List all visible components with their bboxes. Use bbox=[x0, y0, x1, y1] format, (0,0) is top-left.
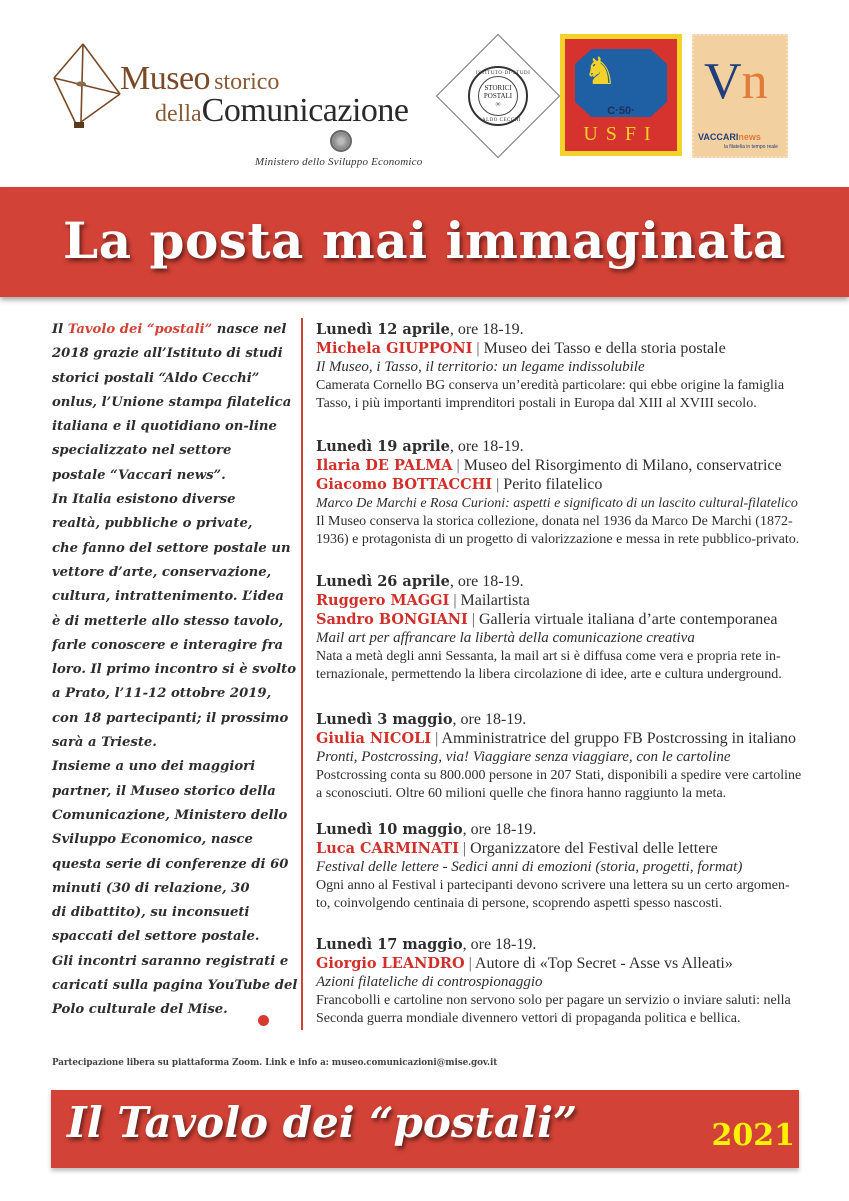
event-date: Lunedì 3 maggio, ore 18-19. bbox=[316, 711, 527, 728]
intro-line: Insieme a uno dei maggiori bbox=[52, 759, 256, 775]
event-speaker: Luca CARMINATI | Organizzatore del Festival delle lettere bbox=[316, 840, 718, 857]
intro-line: minuti (30 di relazione, 30 bbox=[52, 880, 250, 896]
intro-line: caricati sulla pagina YouTube del bbox=[52, 978, 298, 994]
series-title: Il Tavolo dei “postali” bbox=[67, 1098, 578, 1147]
intro-line: postale “Vaccari news”. bbox=[52, 467, 226, 483]
intro-line: a Prato, l’11-12 ottobre 2019, bbox=[52, 686, 272, 702]
series-year: 2021 bbox=[711, 1118, 795, 1153]
intro-line: italiana e il quotidiano on-line bbox=[52, 419, 277, 435]
usfi-stamp-logo: ♞ C·50· USFI bbox=[560, 34, 682, 156]
event-item bbox=[316, 935, 802, 1028]
intro-line: spaccati del settore postale. bbox=[52, 929, 260, 945]
speaker-role: Perito filatelico bbox=[503, 476, 603, 493]
speaker-role: Galleria virtuale italiana d’arte contemporanea bbox=[478, 611, 778, 628]
intro-line: vettore d’arte, conservazione, bbox=[52, 564, 272, 580]
intro-line: farle conoscere e interagire fra bbox=[52, 637, 284, 653]
speaker-name: Ilaria DE PALMA bbox=[316, 457, 453, 474]
event-speaker: Ruggero MAGGI | Mailartista bbox=[316, 592, 530, 609]
intro-line: loro. Il primo incontro si è svolto bbox=[52, 662, 297, 678]
intro-line: cultura, intrattenimento. L’idea bbox=[52, 589, 284, 605]
event-speaker: Giorgio LEANDRO | Autore di «Top Secret - Asse vs Alleati» bbox=[316, 955, 733, 972]
series-banner bbox=[51, 1090, 799, 1168]
talk-title: Mail art per affrancare la libertà della comunicazione creativa bbox=[316, 630, 695, 646]
museo-storico-logo bbox=[50, 42, 440, 168]
event-item bbox=[316, 710, 802, 803]
talk-title: Festival delle lettere - Sedici anni di emozioni (storia, progetti, format) bbox=[316, 859, 743, 875]
museo-name-line2: dellaComunicazione bbox=[155, 92, 409, 129]
event-item bbox=[316, 820, 802, 913]
event-speaker: Giacomo BOTTACCHI | Perito filatelico bbox=[316, 476, 603, 493]
speaker-role: Autore di «Top Secret - Asse vs Alleati» bbox=[474, 955, 733, 972]
intro-line: storici postali “Aldo Cecchi” bbox=[52, 370, 260, 386]
horse-rider-icon: ♞ bbox=[583, 51, 618, 93]
event-description: Camerata Cornello BG conserva un’eredità particolare: qui ebbe origine la famiglia Tasso, i più importanti imprenditori postali in Europa dal XIII al XVIII secolo. bbox=[316, 378, 785, 411]
speaker-name: Luca CARMINATI bbox=[316, 840, 459, 857]
event-date: Lunedì 10 maggio, ore 18-19. bbox=[316, 821, 537, 838]
intro-line: sarà a Trieste. bbox=[52, 735, 157, 751]
talk-title: Pronti, Postcrossing, via! Viaggiare senza viaggiare, con le cartoline bbox=[316, 749, 731, 765]
speaker-name: Ruggero MAGGI bbox=[316, 592, 450, 609]
event-item bbox=[316, 320, 802, 413]
museo-name-line1: Museo storico bbox=[120, 60, 280, 97]
intro-line: Sviluppo Economico, nasce bbox=[52, 832, 253, 848]
intro-line: con 18 partecipanti; il prossimo bbox=[52, 710, 289, 726]
speaker-name: Michela GIUPPONI bbox=[316, 340, 473, 357]
intro-line: Comunicazione, Ministero dello bbox=[52, 807, 288, 823]
talk-title: Marco De Marchi e Rosa Curioni: aspetti e significato di un lascito cultural-filatelico bbox=[316, 496, 798, 511]
intro-line: onlus, l’Unione stampa filatelica bbox=[52, 394, 292, 410]
event-date: Lunedì 12 aprile, ore 18-19. bbox=[316, 321, 524, 338]
event-date: Lunedì 26 aprile, ore 18-19. bbox=[316, 573, 524, 590]
istituto-studi-storici-postali-logo bbox=[436, 34, 560, 158]
page-title: La posta mai immaginata bbox=[63, 210, 786, 270]
intro-line: Gli incontri saranno registrati e bbox=[52, 953, 289, 969]
event-speaker: Giulia NICOLI | Amministratrice del gruppo FB Postcrossing in italiano bbox=[316, 730, 797, 747]
seal-icon: ISTITUTO·DI·STUDI STORICI POSTALI ∞ ALDO CECCHI bbox=[468, 66, 528, 126]
intro-line: In Italia esistono diverse bbox=[52, 492, 236, 508]
speaker-role: Organizzatore del Festival delle lettere bbox=[470, 840, 718, 857]
event-date: Lunedì 19 aprile, ore 18-19. bbox=[316, 438, 524, 455]
speaker-name: Sandro BONGIANI bbox=[316, 611, 468, 628]
intro-line: questa serie di conferenze di 60 bbox=[52, 856, 289, 872]
intro-line: partner, il Museo storico della bbox=[52, 783, 276, 799]
intro-line: 2018 grazie all’Istituto di studi bbox=[52, 346, 283, 362]
speaker-role: Museo dei Tasso e della storia postale bbox=[483, 340, 726, 357]
speaker-name: Giacomo BOTTACCHI bbox=[316, 476, 493, 493]
vaccari-news-logo: Vn VACCARInews la filatelia in tempo reale bbox=[692, 34, 788, 158]
talk-title: Il Museo, i Tasso, il territorio: un legame indissolubile bbox=[316, 359, 645, 375]
event-item bbox=[316, 572, 802, 684]
participation-info: Partecipazione libera su piattaforma Zoom. Link e info a: museo.comunicazioni@mise.gov.it bbox=[52, 1058, 498, 1068]
octahedron-icon bbox=[50, 42, 122, 152]
speaker-name: Giorgio LEANDRO bbox=[316, 955, 465, 972]
intro-text bbox=[52, 318, 298, 1023]
event-speaker: Ilaria DE PALMA | Museo del Risorgimento di Milano, conservatrice bbox=[316, 457, 782, 474]
event-date: Lunedì 17 maggio, ore 18-19. bbox=[316, 936, 537, 953]
intro-accent: Tavolo dei “postali” bbox=[67, 322, 213, 337]
event-description: Il Museo conserva la storica collezione, donata nel 1936 da Marco De Marchi (1872- 1936) e protagonista di un progetto di valorizzazione e messa in rete pubblico-privato. bbox=[316, 514, 800, 547]
intro-line: realtà, pubbliche o private, bbox=[52, 516, 253, 532]
intro-line: specializzato nel settore bbox=[52, 443, 232, 459]
speaker-role: Museo del Risorgimento di Milano, conservatrice bbox=[463, 457, 782, 474]
title-banner bbox=[0, 187, 849, 297]
event-description: Ogni anno al Festival i partecipanti devono scrivere una lettera su un certo argomen- to, coinvolgendo centinaia di persone, scoprendo aspetti spesso nascosti. bbox=[316, 878, 790, 911]
talk-title: Azioni filateliche di controspionaggio bbox=[316, 974, 543, 990]
event-description: Nata a metà degli anni Sessanta, la mail art si è diffusa come vera e propria rete in- ternazionale, permettendo la libera circolazione di idee, arte e cultura underground. bbox=[316, 649, 782, 682]
event-description: Postcrossing conta su 800.000 persone in 207 Stati, disponibili a spedire vere cartoline a sconosciuti. Oltre 60 milioni quelle che finora hanno raggiunto la meta. bbox=[316, 768, 802, 801]
italian-emblem-icon bbox=[330, 130, 352, 152]
event-speaker: Michela GIUPPONI | Museo dei Tasso e della storia postale bbox=[316, 340, 726, 357]
intro-line: è di metterle allo stesso tavolo, bbox=[52, 613, 284, 629]
event-item bbox=[316, 437, 802, 549]
red-dot-icon bbox=[258, 1015, 269, 1026]
speaker-role: Mailartista bbox=[460, 592, 530, 609]
intro-line: Polo culturale del Mise. bbox=[52, 1002, 228, 1018]
intro-line: Il Tavolo dei “postali” nasce nel bbox=[52, 322, 287, 337]
event-speaker: Sandro BONGIANI | Galleria virtuale italiana d’arte contemporanea bbox=[316, 611, 778, 628]
intro-line: che fanno del settore postale un bbox=[52, 540, 291, 556]
speaker-role: Amministratrice del gruppo FB Postcrossing in italiano bbox=[441, 730, 797, 747]
column-divider bbox=[301, 318, 303, 1030]
intro-line: di dibattito), su inconsueti bbox=[52, 905, 250, 921]
speaker-name: Giulia NICOLI bbox=[316, 730, 432, 747]
ministero-label: Ministero dello Sviluppo Economico bbox=[255, 156, 423, 168]
event-description: Francobolli e cartoline non servono solo per pagare un servizio o inviare saluti: nella Seconda guerra mondiale divennero vettori di propaganda politica e bellica. bbox=[316, 993, 791, 1026]
